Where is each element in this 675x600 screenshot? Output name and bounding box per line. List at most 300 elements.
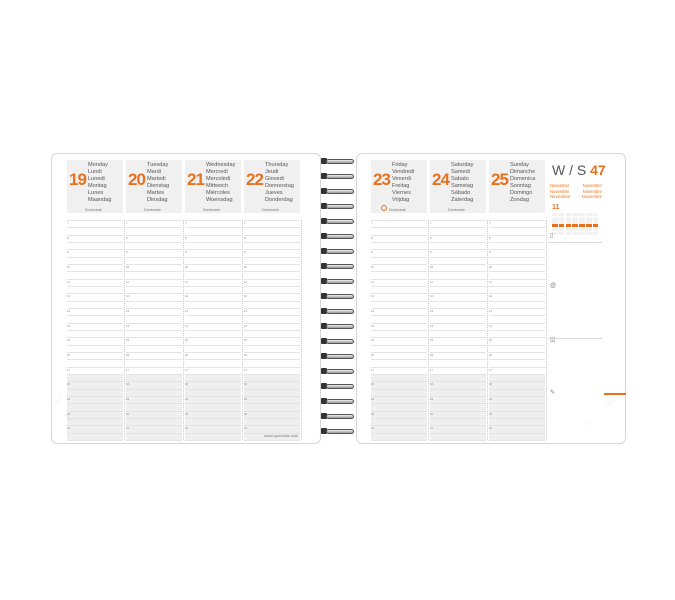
- time-line: [371, 425, 427, 426]
- time-line: [489, 433, 545, 434]
- time-slots[interactable]: [430, 220, 486, 440]
- hour-label: 13: [67, 309, 71, 313]
- time-slots[interactable]: [185, 220, 241, 440]
- time-line: [126, 418, 182, 419]
- accent-bar: [604, 393, 626, 395]
- divider: [548, 242, 602, 243]
- evening-shade: [185, 374, 241, 440]
- day-header: [126, 160, 182, 213]
- time-line: [67, 425, 123, 426]
- mini-calendar-cell: [579, 228, 585, 231]
- binding-ring: [319, 202, 357, 211]
- day-name: Jueves: [265, 190, 283, 196]
- time-line: [489, 352, 545, 353]
- time-line: [126, 323, 182, 324]
- time-line: [126, 264, 182, 265]
- time-line: [489, 323, 545, 324]
- hour-label: 13: [185, 309, 189, 313]
- time-line: [185, 359, 241, 360]
- hour-label: 18: [489, 382, 493, 387]
- mini-calendar-cell: [572, 224, 578, 227]
- time-line: [371, 374, 427, 375]
- hour-label: 8: [489, 235, 491, 240]
- time-line: [67, 337, 123, 338]
- time-line: [489, 440, 545, 441]
- time-line: [371, 403, 427, 404]
- spiral-binding: [319, 157, 359, 443]
- hour-label: 20: [244, 411, 248, 416]
- day-header: [371, 160, 427, 213]
- time-line: [67, 264, 123, 265]
- time-line: [67, 220, 123, 221]
- hour-label: 8: [371, 235, 373, 240]
- time-line: [430, 411, 486, 412]
- hour-label: 18: [371, 382, 375, 387]
- time-line: [185, 315, 241, 316]
- hour-label: 10: [126, 265, 130, 269]
- time-line: [185, 418, 241, 419]
- time-line: [67, 227, 123, 228]
- mini-calendar-cell: [566, 232, 572, 235]
- hour-label: 19: [489, 397, 493, 401]
- day-name: Wednesday: [206, 162, 236, 168]
- time-line: [67, 293, 123, 294]
- time-line: [371, 293, 427, 294]
- mini-calendar-cell: [593, 228, 599, 231]
- day-number: 22: [246, 170, 263, 189]
- mini-calendar-cell: [552, 228, 558, 231]
- week-number-value: 47: [590, 162, 606, 178]
- hour-label: 10: [67, 265, 71, 269]
- day-column: [489, 160, 545, 440]
- time-line: [430, 279, 486, 280]
- time-line: [244, 345, 300, 346]
- time-line: [185, 352, 241, 353]
- mini-calendar-cell: [586, 217, 592, 220]
- hour-label: 18: [185, 382, 189, 387]
- hour-label: 15: [371, 338, 375, 343]
- time-line: [430, 396, 486, 397]
- time-line: [430, 433, 486, 434]
- time-line: [185, 440, 241, 441]
- mini-calendar-cell: [593, 220, 599, 223]
- time-line: [489, 271, 545, 272]
- time-line: [244, 330, 300, 331]
- binding-coil: [326, 369, 354, 374]
- time-line: [430, 418, 486, 419]
- mini-calendar-cell: [566, 220, 572, 223]
- time-line: [185, 330, 241, 331]
- time-line: [126, 271, 182, 272]
- time-line: [126, 389, 182, 390]
- time-line: [371, 352, 427, 353]
- binding-ring: [319, 262, 357, 271]
- time-line: [244, 367, 300, 368]
- evening-shade: [67, 374, 123, 440]
- hour-label: 19: [126, 397, 130, 401]
- corner-perforation-left: ⋰: [55, 398, 60, 404]
- time-line: [371, 308, 427, 309]
- hour-label: 21: [430, 426, 434, 431]
- hour-label: 7: [489, 221, 491, 225]
- hour-label: 11: [371, 279, 374, 284]
- binding-coil: [326, 234, 354, 239]
- time-line: [430, 264, 486, 265]
- day-name: Dimanche: [510, 169, 536, 175]
- day-name: Venerdi: [392, 176, 411, 182]
- evening-shade: [371, 374, 427, 440]
- time-line: [185, 396, 241, 397]
- time-line: [244, 352, 300, 353]
- time-line: [489, 220, 545, 221]
- day-name: Martedi: [147, 176, 166, 182]
- time-line: [489, 279, 545, 280]
- hour-label: 14: [67, 323, 71, 328]
- corner-perforation-right: ⋰: [607, 401, 612, 407]
- day-number: 21: [187, 170, 204, 189]
- time-line: [67, 330, 123, 331]
- hour-label: 8: [185, 235, 187, 240]
- time-line: [185, 411, 241, 412]
- binding-ring: [319, 187, 357, 196]
- time-line: [67, 301, 123, 302]
- hour-label: 11: [430, 279, 433, 284]
- notes-icon: ✎: [550, 390, 556, 396]
- binding-coil: [326, 414, 354, 419]
- binding-ring: [319, 292, 357, 301]
- mini-calendar-cell: [552, 220, 558, 223]
- hour-label: 17: [430, 367, 434, 372]
- binding-ring: [319, 382, 357, 391]
- mini-calendar-cell: [593, 217, 599, 220]
- day-number: 19: [69, 170, 86, 189]
- day-name: Lundi: [88, 169, 102, 175]
- binding-coil: [326, 429, 354, 434]
- hour-label: 13: [430, 309, 434, 313]
- time-line: [489, 286, 545, 287]
- time-line: [126, 227, 182, 228]
- binding-coil: [326, 189, 354, 194]
- time-line: [185, 286, 241, 287]
- time-line: [185, 249, 241, 250]
- time-line: [430, 301, 486, 302]
- mini-calendar-cell: [572, 232, 578, 235]
- time-slots[interactable]: [244, 220, 300, 440]
- day-name: Zondag: [510, 197, 529, 203]
- hour-label: 12: [67, 294, 71, 299]
- day-name: Mardi: [147, 169, 161, 175]
- hour-label: 17: [244, 367, 248, 372]
- day-column: [126, 160, 182, 440]
- time-line: [489, 330, 545, 331]
- time-line: [67, 403, 123, 404]
- time-line: [185, 279, 241, 280]
- time-line: [185, 257, 241, 258]
- hour-label: 20: [185, 411, 189, 416]
- time-line: [185, 337, 241, 338]
- day-name: Friday: [392, 162, 408, 168]
- day-name: Miércoles: [206, 190, 230, 196]
- time-line: [185, 301, 241, 302]
- time-line: [244, 235, 300, 236]
- time-line: [185, 381, 241, 382]
- time-line: [67, 440, 123, 441]
- column-separator: [487, 220, 488, 440]
- time-line: [371, 418, 427, 419]
- mini-calendar-cell: [572, 220, 578, 223]
- time-line: [371, 279, 427, 280]
- day-column: [67, 160, 123, 440]
- hour-label: 11: [67, 279, 70, 284]
- binding-ring: [319, 277, 357, 286]
- day-name: Dienstag: [147, 183, 170, 189]
- hour-label: 18: [126, 382, 130, 387]
- binding-coil: [326, 384, 354, 389]
- hour-label: 16: [371, 353, 375, 357]
- month-name: Novembre: [550, 188, 570, 194]
- time-line: [371, 396, 427, 397]
- time-line: [489, 367, 545, 368]
- time-line: [67, 374, 123, 375]
- hour-label: 10: [371, 265, 375, 269]
- mini-calendar-cell: [566, 224, 572, 227]
- evening-shade: [430, 374, 486, 440]
- time-slots[interactable]: [126, 220, 182, 440]
- time-slots[interactable]: [371, 220, 427, 440]
- hour-label: 9: [185, 250, 187, 255]
- time-slots[interactable]: [67, 220, 123, 440]
- day-name: Domingo: [510, 190, 533, 196]
- day-name: Mittwoch: [206, 183, 229, 189]
- time-line: [371, 345, 427, 346]
- time-line: [371, 381, 427, 382]
- hour-label: 10: [489, 265, 493, 269]
- mini-calendar-cell: [572, 228, 578, 231]
- hour-label: 14: [185, 323, 189, 328]
- time-line: [371, 440, 427, 441]
- time-line: [244, 440, 300, 441]
- hour-label: 19: [371, 397, 375, 401]
- hour-label: 20: [67, 411, 71, 416]
- hour-label: 8: [126, 235, 128, 240]
- time-line: [126, 440, 182, 441]
- time-line: [185, 425, 241, 426]
- binding-coil: [326, 174, 354, 179]
- hour-label: 13: [371, 309, 375, 313]
- time-line: [126, 403, 182, 404]
- month-name: Noviembre: [581, 194, 602, 200]
- mini-calendar-cell: [579, 220, 585, 223]
- time-line: [185, 345, 241, 346]
- time-line: [244, 227, 300, 228]
- column-separator: [183, 220, 184, 440]
- day-name: Sábado: [451, 190, 471, 196]
- corner-perforation-right-2: ⋰: [585, 423, 590, 429]
- time-line: [489, 396, 545, 397]
- hour-label: 16: [430, 353, 434, 357]
- hour-label: 7: [244, 221, 246, 225]
- time-line: [244, 425, 300, 426]
- time-line: [185, 235, 241, 236]
- binding-ring: [319, 322, 357, 331]
- month-name: Novembre: [582, 188, 602, 194]
- day-column: [430, 160, 486, 440]
- month-name: November: [582, 183, 602, 188]
- time-line: [67, 279, 123, 280]
- hour-label: 21: [244, 426, 248, 431]
- day-name: Viernes: [392, 190, 411, 196]
- time-line: [185, 227, 241, 228]
- time-line: [126, 286, 182, 287]
- binding-ring: [319, 367, 357, 376]
- day-memo-label: Dominante: [85, 208, 102, 212]
- binding-ring: [319, 337, 357, 346]
- day-column: [371, 160, 427, 440]
- sun-icon: [381, 205, 387, 211]
- day-memo-label: Dominante: [448, 208, 465, 212]
- day-names: [265, 162, 294, 204]
- time-line: [244, 381, 300, 382]
- hour-label: 7: [67, 221, 69, 225]
- hour-label: 13: [489, 309, 493, 313]
- mini-calendar-cell: [552, 224, 558, 227]
- binding-coil: [326, 204, 354, 209]
- hour-label: 20: [430, 411, 434, 416]
- time-line: [244, 389, 300, 390]
- week-prefix: W / S: [552, 162, 587, 178]
- day-name: Donnerstag: [265, 183, 294, 189]
- hour-label: 9: [67, 250, 69, 255]
- time-line: [126, 396, 182, 397]
- evening-shade: [244, 374, 300, 440]
- divider: [548, 338, 602, 339]
- time-line: [489, 381, 545, 382]
- time-line: [430, 330, 486, 331]
- hour-label: 12: [371, 294, 375, 299]
- hour-label: 14: [126, 323, 130, 328]
- day-column: [244, 160, 300, 440]
- time-line: [430, 352, 486, 353]
- time-line: [430, 286, 486, 287]
- mini-calendar-cell: [579, 224, 585, 227]
- time-line: [185, 242, 241, 243]
- time-line: [126, 235, 182, 236]
- day-number: 20: [128, 170, 145, 189]
- time-line: [244, 403, 300, 404]
- hour-label: 18: [244, 382, 248, 387]
- time-line: [430, 367, 486, 368]
- time-line: [489, 235, 545, 236]
- hour-label: 14: [489, 323, 493, 328]
- time-line: [67, 242, 123, 243]
- phone-icon: ▯: [550, 233, 554, 239]
- mini-calendar-cell: [579, 217, 585, 220]
- binding-coil: [326, 219, 354, 224]
- day-name: Donderdag: [265, 197, 293, 203]
- time-line: [67, 352, 123, 353]
- time-line: [430, 337, 486, 338]
- day-names: [88, 162, 111, 204]
- day-number: 25: [491, 170, 508, 189]
- day-name: Sunday: [510, 162, 529, 168]
- column-separator: [242, 220, 243, 440]
- time-line: [126, 257, 182, 258]
- footer-url: www.quovadis.com: [264, 433, 299, 438]
- mini-calendar-cell: [559, 228, 565, 231]
- hour-label: 8: [244, 235, 246, 240]
- day-number: 23: [373, 170, 390, 189]
- day-name: Sabato: [451, 176, 469, 182]
- time-line: [67, 257, 123, 258]
- hour-label: 7: [430, 221, 432, 225]
- binding-coil: [326, 309, 354, 314]
- time-line: [126, 374, 182, 375]
- hour-label: 19: [185, 397, 189, 401]
- month-name: Noviembre: [550, 194, 571, 200]
- hour-label: 19: [430, 397, 434, 401]
- evening-shade: [489, 374, 545, 440]
- hour-label: 17: [67, 367, 71, 372]
- time-line: [371, 235, 427, 236]
- time-line: [67, 418, 123, 419]
- hour-label: 14: [244, 323, 248, 328]
- time-line: [489, 345, 545, 346]
- hour-label: 12: [489, 294, 493, 299]
- day-name: Domenica: [510, 176, 536, 182]
- mini-calendar-cell: [586, 224, 592, 227]
- time-line: [430, 323, 486, 324]
- day-name: Monday: [88, 162, 108, 168]
- time-slots[interactable]: [489, 220, 545, 440]
- hour-label: 15: [126, 338, 130, 343]
- time-line: [430, 403, 486, 404]
- month-name: November: [550, 183, 570, 188]
- binding-ring: [319, 397, 357, 406]
- day-name: Vendredi: [392, 169, 415, 175]
- hour-label: 18: [67, 382, 71, 387]
- binding-ring: [319, 307, 357, 316]
- day-names: [510, 162, 535, 204]
- time-line: [185, 220, 241, 221]
- time-line: [126, 301, 182, 302]
- time-line: [126, 359, 182, 360]
- hour-label: 12: [244, 294, 248, 299]
- month-names: [550, 183, 602, 200]
- hour-label: 7: [371, 221, 373, 225]
- column-separator: [124, 220, 125, 440]
- binding-coil: [326, 354, 354, 359]
- time-line: [244, 396, 300, 397]
- time-line: [430, 220, 486, 221]
- time-line: [430, 359, 486, 360]
- time-line: [371, 323, 427, 324]
- time-line: [489, 293, 545, 294]
- day-memo-label: Dominante: [144, 208, 161, 212]
- day-name: Montag: [88, 183, 107, 189]
- hour-label: 15: [244, 338, 248, 343]
- hour-label: 9: [244, 250, 246, 255]
- day-name: Giovedi: [265, 176, 284, 182]
- time-line: [126, 433, 182, 434]
- time-line: [489, 411, 545, 412]
- time-line: [67, 411, 123, 412]
- time-line: [244, 337, 300, 338]
- hour-label: 15: [430, 338, 434, 343]
- mini-calendar-cell: [566, 228, 572, 231]
- hour-label: 16: [67, 353, 71, 357]
- time-line: [244, 286, 300, 287]
- mini-calendar-cell: [572, 217, 578, 220]
